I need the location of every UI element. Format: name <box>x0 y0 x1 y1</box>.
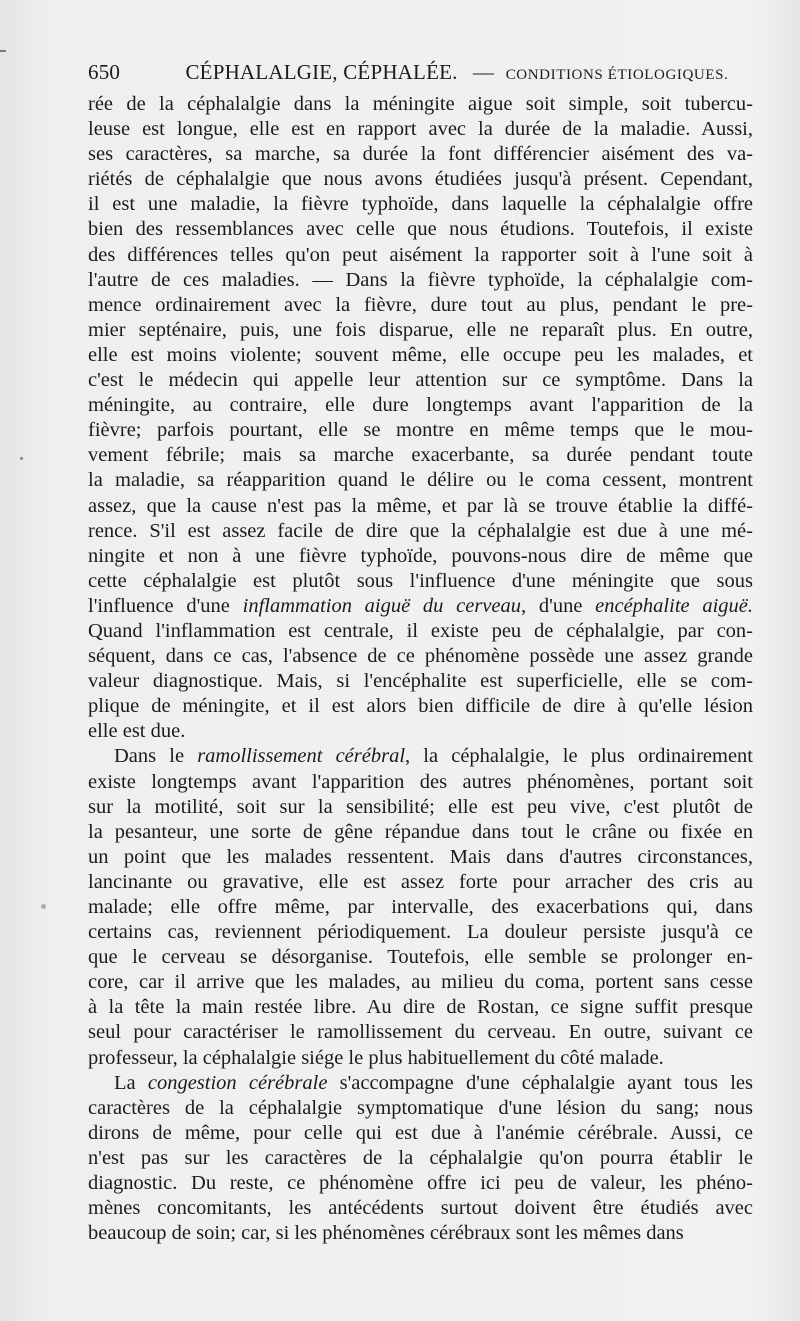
header-dash: — <box>473 60 495 84</box>
text-line <box>88 770 753 795</box>
text-segment: core, car il arrive que les malades, au milieu du coma, portent sans cesse <box>88 971 753 994</box>
text-segment: elle est moins violente; souvent même, elle occupe peu les malades, et <box>88 343 753 366</box>
text-line <box>88 1121 753 1146</box>
text-segment: l'autre de ces maladies. — Dans la fièvre typhoïde, la céphalalgie com- <box>88 268 753 291</box>
text-segment: La <box>114 1071 148 1094</box>
body-text <box>88 92 753 1246</box>
text-line <box>88 192 753 217</box>
paper-speck <box>41 904 46 909</box>
text-line <box>88 569 753 594</box>
text-segment: dirons de même, pour celle qui est due à l'anémie cérébrale. Aussi, ce <box>88 1121 753 1144</box>
text-line <box>88 1221 753 1246</box>
text-line <box>88 468 753 493</box>
text-segment: vement fébrile; mais sa marche exacerbante, sa durée pendant toute <box>88 444 753 467</box>
text-line <box>88 167 753 192</box>
text-segment: un point que les malades ressentent. Mais dans d'autres circonstances, <box>88 845 753 868</box>
text-line <box>88 719 753 744</box>
text-segment: sur la motilité, soit sur la sensibilité; elle est peu vive, c'est plutôt de <box>88 795 753 818</box>
text-line <box>88 995 753 1020</box>
text-segment: des différences telles qu'on peut aisément la rapporter soit à l'une soit à <box>88 243 753 266</box>
text-line <box>88 544 753 569</box>
text-segment: la maladie, sa réapparition quand le délire ou le coma cessent, montrent <box>88 469 753 492</box>
text-line <box>88 318 753 343</box>
text-line <box>88 1171 753 1196</box>
italic-term: congestion cérébrale <box>147 1071 328 1094</box>
text-segment: l'influence d'une <box>88 594 243 617</box>
text-line <box>88 368 753 393</box>
text-segment: s'accompagne d'une céphalalgie ayant tous les <box>327 1071 753 1094</box>
text-line <box>88 92 753 117</box>
text-segment: ses caractères, sa marche, sa durée la font différencier aisément des va- <box>88 143 753 166</box>
text-segment: n'est pas sur les caractères de la céphalalgie qu'on pourra établir le <box>88 1146 753 1169</box>
text-segment: , d'une <box>521 594 596 617</box>
text-line <box>88 1071 753 1096</box>
text-line <box>88 1046 753 1071</box>
text-line <box>88 494 753 519</box>
text-segment: à la tête la main restée libre. Au dire de Rostan, ce signe suffit presque <box>88 996 753 1019</box>
text-line <box>88 393 753 418</box>
text-line <box>88 268 753 293</box>
running-header <box>88 60 768 88</box>
text-line <box>88 343 753 368</box>
text-segment: elle est due. <box>88 720 186 743</box>
text-line <box>88 970 753 995</box>
text-segment: valeur diagnostique. Mais, si l'encéphalite est superficielle, elle se com- <box>88 670 753 693</box>
paper-speck <box>20 457 23 460</box>
italic-term: encéphalite aiguë. <box>595 594 753 617</box>
text-segment: ningite et non à une fièvre typhoïde, pouvons-nous dire de même que <box>88 544 753 567</box>
text-segment: caractères de la céphalalgie symptomatique d'une lésion du sang; nous <box>88 1096 753 1119</box>
text-segment: Dans le <box>114 745 198 768</box>
text-line <box>88 443 753 468</box>
text-segment: , la céphalalgie, le plus ordinairement <box>405 745 753 768</box>
text-line <box>88 1196 753 1221</box>
running-title: CÉPHALALGIE, CÉPHALÉE. <box>185 60 458 84</box>
text-line <box>88 895 753 920</box>
text-line <box>88 519 753 544</box>
text-segment: rence. S'il est assez facile de dire que la céphalalgie est due à une mé- <box>88 519 753 542</box>
text-segment: rée de la céphalalgie dans la méningite aigue soit simple, soit tubercu- <box>88 93 753 115</box>
text-segment: malade; elle offre même, par intervalle, des exacerbations qui, dans <box>88 896 753 918</box>
text-line <box>88 293 753 318</box>
text-segment: existe longtemps avant l'apparition des autres phénomènes, portant soit <box>88 770 753 793</box>
text-segment: mence ordinairement avec la fièvre, dure tout au plus, pendant le pre- <box>88 293 753 316</box>
text-segment: méningite, au contraire, elle dure longtemps avant l'apparition de la <box>88 394 753 417</box>
text-line <box>88 744 753 769</box>
text-line <box>88 644 753 669</box>
text-line <box>88 1146 753 1171</box>
text-segment: la pesanteur, une sorte de gêne répandue dans tout le crâne ou fixée en <box>88 820 753 843</box>
text-segment: bien des ressemblances avec celle que nous étudions. Toutefois, il existe <box>88 218 753 241</box>
text-segment: lancinante ou gravative, elle est assez forte pour arracher des cris au <box>88 870 753 893</box>
text-segment: plique de méningite, et il est alors bien difficile de dire à qu'elle lésion <box>88 695 753 718</box>
text-line <box>88 870 753 895</box>
text-segment: mier septénaire, puis, une fois disparue, elle ne reparaît plus. En outre, <box>88 318 753 341</box>
text-line <box>88 243 753 268</box>
text-segment: Quand l'inflammation est centrale, il existe peu de céphalalgie, par con- <box>88 619 753 642</box>
text-segment: riétés de céphalalgie que nous avons étudiées jusqu'à présent. Cependant, <box>88 168 753 191</box>
text-line <box>88 694 753 719</box>
text-segment: diagnostic. Du reste, ce phénomène offre ici peu de valeur, les phéno- <box>88 1172 753 1195</box>
text-line <box>88 945 753 970</box>
text-line <box>88 845 753 870</box>
text-segment: certains cas, reviennent périodiquement. La douleur persiste jusqu'à ce <box>88 921 753 944</box>
text-segment: que le cerveau se désorganise. Toutefois, elle semble se prolonger en- <box>88 946 753 969</box>
text-line <box>88 594 753 619</box>
section-title: CONDITIONS ÉTIOLOGIQUES. <box>505 67 729 83</box>
text-line <box>88 1020 753 1045</box>
text-line <box>88 1096 753 1121</box>
text-line <box>88 795 753 820</box>
text-segment: il est une maladie, la fièvre typhoïde, dans laquelle la céphalalgie offre <box>88 193 753 216</box>
text-segment: beaucoup de soin; car, si les phénomènes cérébraux sont les mêmes dans <box>88 1222 684 1245</box>
text-line <box>88 217 753 242</box>
text-line <box>88 619 753 644</box>
text-segment: cette céphalalgie est plutôt sous l'influence d'une méningite que sous <box>88 569 753 592</box>
italic-term: ramollissement cérébral <box>197 745 406 768</box>
text-segment: leuse est longue, elle est en rapport avec la durée de la maladie. Aussi, <box>88 118 753 141</box>
text-segment: c'est le médecin qui appelle leur attention sur ce symptôme. Dans la <box>88 369 753 392</box>
text-segment: mènes concomitants, les antécédents surtout doivent être étudiés avec <box>88 1197 753 1220</box>
text-segment: seul pour caractériser le ramollissement du cerveau. En outre, suivant ce <box>88 1021 753 1044</box>
text-line <box>88 117 753 142</box>
text-segment: séquent, dans ce cas, l'absence de ce phénomène possède une assez grande <box>88 645 753 668</box>
text-line <box>88 920 753 945</box>
text-segment: professeur, la céphalalgie siége le plus habituellement du côté malade. <box>88 1046 664 1069</box>
text-line <box>88 820 753 845</box>
text-line <box>88 418 753 443</box>
page-edge-mark <box>0 50 6 52</box>
italic-term: inflammation aiguë du cerveau <box>242 594 522 617</box>
text-line <box>88 142 753 167</box>
text-segment: assez, que la cause n'est pas la même, et par là se trouve établie la diffé- <box>88 494 753 517</box>
text-line <box>88 669 753 694</box>
page-number: 650 <box>88 60 121 84</box>
text-segment: fièvre; parfois pourtant, elle se montre en même temps que le mou- <box>88 419 753 442</box>
